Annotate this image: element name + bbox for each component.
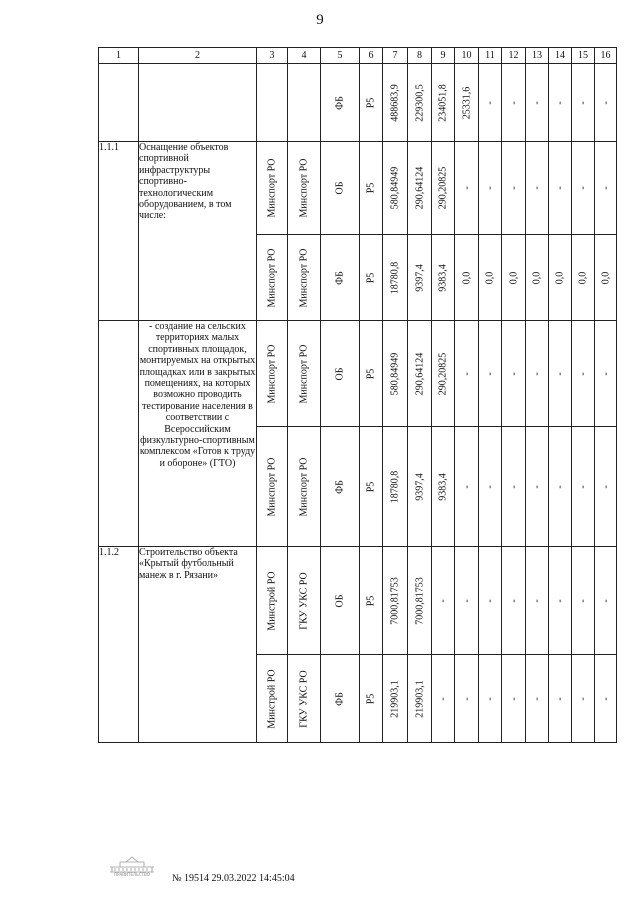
table-row <box>99 142 617 235</box>
value-cell: - <box>502 655 526 743</box>
value-cell: 0,0 <box>455 235 479 321</box>
fund-cell: ФБ <box>321 655 360 743</box>
fund-cell: ФБ <box>321 64 360 142</box>
fund-cell: ФБ <box>321 235 360 321</box>
value-cell: 7000,81753 <box>383 547 408 655</box>
government-building-watermark <box>106 853 158 877</box>
value-cell: - <box>479 142 502 235</box>
value-cell: - <box>479 64 502 142</box>
value-cell: - <box>455 321 479 427</box>
col-header: 11 <box>479 48 502 64</box>
value-cell: - <box>502 64 526 142</box>
empty-cell <box>257 64 288 142</box>
value-cell: - <box>549 142 572 235</box>
value-cell: - <box>572 427 595 547</box>
value-cell: 229300,5 <box>408 64 432 142</box>
empty-cell <box>99 321 139 547</box>
table-row <box>99 64 617 142</box>
value-cell: - <box>455 655 479 743</box>
value-cell: - <box>455 547 479 655</box>
value-cell: - <box>549 64 572 142</box>
col-header: 14 <box>549 48 572 64</box>
value-cell: - <box>526 321 549 427</box>
value-cell: 0,0 <box>526 235 549 321</box>
executor-cell: Минспорт РО <box>288 235 321 321</box>
value-cell: - <box>526 655 549 743</box>
fund-cell: ОБ <box>321 547 360 655</box>
value-cell: - <box>595 142 617 235</box>
col-header: 7 <box>383 48 408 64</box>
value-cell: 9397,4 <box>408 235 432 321</box>
value-cell: - <box>432 655 455 743</box>
value-cell: 290,20825 <box>432 142 455 235</box>
item-name: Оснащение объектов спортивной инфраструктуры спортивно-технологическим оборудованием, в том числе: <box>139 142 257 321</box>
col-header: 12 <box>502 48 526 64</box>
col-header: 6 <box>360 48 383 64</box>
executor-cell: ГКУ УКС РО <box>288 655 321 743</box>
value-cell: - <box>549 547 572 655</box>
responsible-cell: Минспорт РО <box>257 142 288 235</box>
value-cell: - <box>595 427 617 547</box>
value-cell: 9383,4 <box>432 427 455 547</box>
value-cell: 18780,8 <box>383 235 408 321</box>
executor-cell: Минспорт РО <box>288 321 321 427</box>
empty-cell <box>288 64 321 142</box>
value-cell: 290,64124 <box>408 142 432 235</box>
value-cell: - <box>455 427 479 547</box>
fund-cell: ФБ <box>321 427 360 547</box>
code-cell: Р5 <box>360 235 383 321</box>
value-cell: 0,0 <box>595 235 617 321</box>
value-cell: - <box>455 142 479 235</box>
value-cell: - <box>549 427 572 547</box>
header-row <box>99 48 617 64</box>
col-header: 5 <box>321 48 360 64</box>
value-cell: - <box>572 64 595 142</box>
sub-item-name: - создание на сельских территориях малых спортивных площадок, монтируемых на открытых площадках или в закрытых помещениях, на которых возможно проводить тестирование населения в соответствии с Всероссийским физкультурно-спортивным комплексом «Готов к труду и обороне» (ГТО) <box>139 321 257 547</box>
col-header: 16 <box>595 48 617 64</box>
value-cell: 9397,4 <box>408 427 432 547</box>
value-cell: - <box>572 142 595 235</box>
col-header: 8 <box>408 48 432 64</box>
col-header: 3 <box>257 48 288 64</box>
value-cell: - <box>479 321 502 427</box>
value-cell: - <box>595 655 617 743</box>
value-cell: - <box>502 547 526 655</box>
value-cell: 219903,1 <box>408 655 432 743</box>
item-number: 1.1.2 <box>99 547 139 743</box>
registration-stamp: № 19514 29.03.2022 14:45:04 <box>172 873 295 884</box>
value-cell: - <box>572 547 595 655</box>
value-cell: 488683,9 <box>383 64 408 142</box>
code-cell: Р5 <box>360 321 383 427</box>
code-cell: Р5 <box>360 64 383 142</box>
value-cell: 0,0 <box>479 235 502 321</box>
executor-cell: ГКУ УКС РО <box>288 547 321 655</box>
value-cell: 18780,8 <box>383 427 408 547</box>
value-cell: 219903,1 <box>383 655 408 743</box>
col-header: 4 <box>288 48 321 64</box>
value-cell: - <box>549 321 572 427</box>
responsible-cell: Минспорт РО <box>257 235 288 321</box>
col-header: 2 <box>139 48 257 64</box>
value-cell: - <box>479 655 502 743</box>
value-cell: - <box>502 142 526 235</box>
item-number: 1.1.1 <box>99 142 139 321</box>
col-header: 13 <box>526 48 549 64</box>
executor-cell: Минспорт РО <box>288 142 321 235</box>
value-cell: - <box>526 64 549 142</box>
code-cell: Р5 <box>360 655 383 743</box>
code-cell: Р5 <box>360 142 383 235</box>
responsible-cell: Минстрой РО <box>257 547 288 655</box>
value-cell: 580,84949 <box>383 142 408 235</box>
executor-cell: Минспорт РО <box>288 427 321 547</box>
value-cell: 7000,81753 <box>408 547 432 655</box>
value-cell: - <box>595 321 617 427</box>
value-cell: 290,64124 <box>408 321 432 427</box>
value-cell: 0,0 <box>502 235 526 321</box>
responsible-cell: Минспорт РО <box>257 427 288 547</box>
value-cell: 25331,6 <box>455 64 479 142</box>
col-header: 1 <box>99 48 139 64</box>
value-cell: - <box>526 547 549 655</box>
value-cell: - <box>526 142 549 235</box>
value-cell: 234051,8 <box>432 64 455 142</box>
empty-cell <box>139 64 257 142</box>
code-cell: Р5 <box>360 547 383 655</box>
value-cell: 290,20825 <box>432 321 455 427</box>
watermark-label: ПРАВИТЕЛЬСТВО <box>114 872 150 877</box>
financing-table <box>98 47 617 743</box>
value-cell: 9383,4 <box>432 235 455 321</box>
responsible-cell: Минстрой РО <box>257 655 288 743</box>
fund-cell: ОБ <box>321 142 360 235</box>
responsible-cell: Минспорт РО <box>257 321 288 427</box>
table-row <box>99 547 617 655</box>
value-cell: 0,0 <box>549 235 572 321</box>
fund-cell: ОБ <box>321 321 360 427</box>
value-cell: - <box>479 427 502 547</box>
table-row <box>99 321 617 427</box>
value-cell: - <box>572 655 595 743</box>
value-cell: - <box>502 427 526 547</box>
value-cell: - <box>502 321 526 427</box>
code-cell: Р5 <box>360 427 383 547</box>
col-header: 10 <box>455 48 479 64</box>
value-cell: 580,84949 <box>383 321 408 427</box>
col-header: 15 <box>572 48 595 64</box>
value-cell: - <box>595 547 617 655</box>
value-cell: - <box>526 427 549 547</box>
value-cell: - <box>549 655 572 743</box>
value-cell: - <box>432 547 455 655</box>
value-cell: - <box>479 547 502 655</box>
value-cell: - <box>572 321 595 427</box>
empty-cell <box>99 64 139 142</box>
value-cell: - <box>595 64 617 142</box>
col-header: 9 <box>432 48 455 64</box>
value-cell: 0,0 <box>572 235 595 321</box>
page-number: 9 <box>316 12 324 28</box>
item-name: Строительство объекта «Крытый футбольный манеж в г. Рязани» <box>139 547 257 743</box>
